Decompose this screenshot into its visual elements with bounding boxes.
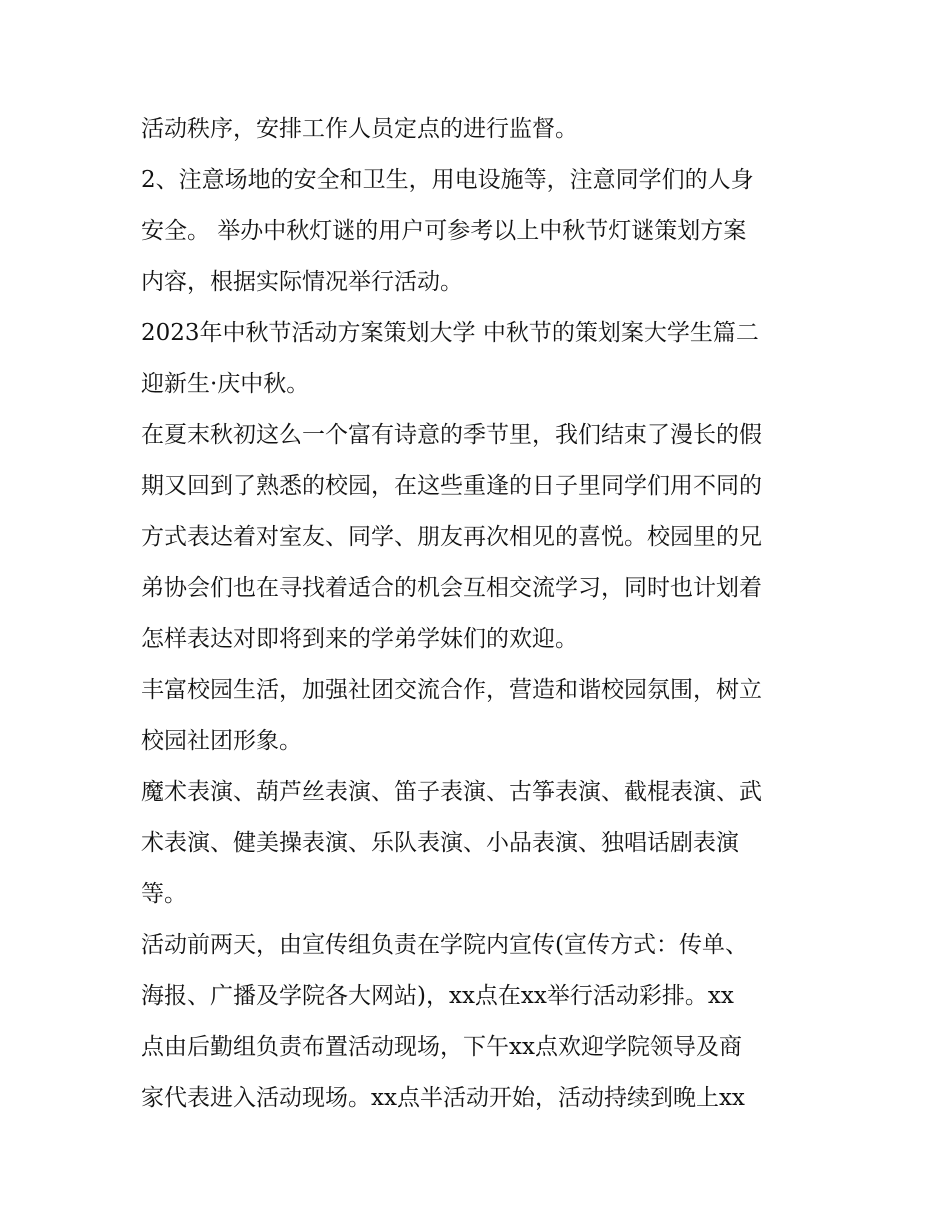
text-line: 2、注意场地的安全和卫生，用电设施等，注意同学们的人身 — [141, 167, 754, 193]
text-line: 海报、广播及学院各大网站)，xx点在xx举行活动彩排。xx — [141, 983, 734, 1009]
text-line: 怎样表达对即将到来的学弟学妹们的欢迎。 — [141, 626, 578, 652]
text-line: 活动前两天，由宣传组负责在学院内宣传(宣传方式：传单、 — [141, 932, 748, 958]
section-heading-line: 2023年中秋节活动方案策划大学 中秋节的策划案大学生篇二 — [141, 320, 759, 346]
text-line: 丰富校园生活，加强社团交流合作，营造和谐校园氛围，树立 — [141, 677, 762, 703]
text-line: 期又回到了熟悉的校园，在这些重逢的日子里同学们用不同的 — [141, 473, 762, 499]
text-line: 弟协会们也在寻找着适合的机会互相交流学习，同时也计划着 — [141, 575, 762, 601]
text-line: 校园社团形象。 — [141, 728, 302, 754]
text-line: 迎新生·庆中秋。 — [141, 371, 310, 397]
document-body — [141, 104, 821, 1124]
text-line: 家代表进入活动现场。xx点半活动开始，活动持续到晚上xx — [141, 1085, 745, 1111]
text-line: 安全。 举办中秋灯谜的用户可参考以上中秋节灯谜策划方案 — [141, 218, 747, 244]
text-line: 在夏末秋初这么一个富有诗意的季节里，我们结束了漫长的假 — [141, 422, 762, 448]
text-line: 活动秩序，安排工作人员定点的进行监督。 — [141, 116, 578, 142]
text-line: 点由后勤组负责布置活动现场，下午xx点欢迎学院领导及商 — [141, 1034, 742, 1060]
text-line: 术表演、健美操表演、乐队表演、小品表演、独唱话剧表演 — [141, 830, 739, 856]
text-line: 方式表达着对室友、同学、朋友再次相见的喜悦。校园里的兄 — [141, 524, 762, 550]
text-line: 魔术表演、葫芦丝表演、笛子表演、古筝表演、截棍表演、武 — [141, 779, 762, 805]
text-line: 等。 — [141, 881, 187, 907]
text-line: 内容，根据实际情况举行活动。 — [141, 269, 463, 295]
